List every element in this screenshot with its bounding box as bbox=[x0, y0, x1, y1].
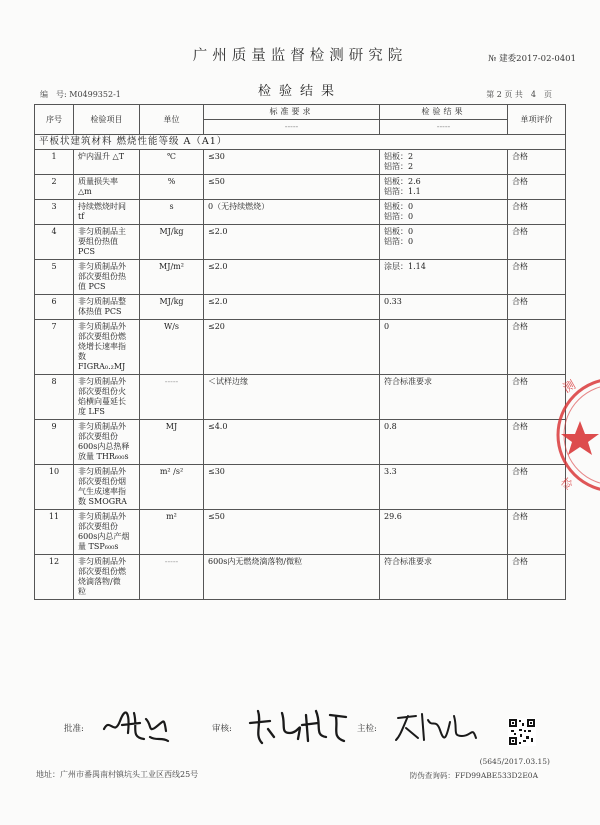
row-result: 铝板：0 铝箔：0 bbox=[380, 225, 508, 260]
row-result: 符合标准要求 bbox=[380, 555, 508, 600]
approver-signature bbox=[100, 707, 172, 745]
row-standard: ≤30 bbox=[204, 150, 380, 175]
row-standard: ≤50 bbox=[204, 175, 380, 200]
inspector-signature bbox=[392, 706, 482, 744]
row-result: 29.6 bbox=[380, 510, 508, 555]
section-row bbox=[35, 135, 566, 150]
row-number: 6 bbox=[35, 295, 74, 320]
row-number: 9 bbox=[35, 420, 74, 465]
svg-text:检: 检 bbox=[558, 475, 575, 493]
page-info: 第 2 页 共 4 页 bbox=[486, 90, 552, 99]
row-item: 非匀质制品整 体热值 PCS bbox=[74, 295, 140, 320]
row-eval: 合格 bbox=[508, 465, 566, 510]
address: 地址：广州市番禺南村镇坑头工业区西线25号 bbox=[36, 770, 199, 779]
row-unit: ----- bbox=[140, 375, 204, 420]
row-item: 非匀质制品外 部次要组份 600s内总热释 放量 THR₆₀₀s bbox=[74, 420, 140, 465]
table-row bbox=[35, 555, 566, 600]
row-unit: m² /s² bbox=[140, 465, 204, 510]
table-row bbox=[35, 225, 566, 260]
col-header-result: 检验结果 bbox=[380, 105, 508, 120]
row-unit: MJ/m² bbox=[140, 260, 204, 295]
row-unit: W/s bbox=[140, 320, 204, 375]
row-standard: ≤4.0 bbox=[204, 420, 380, 465]
row-unit: MJ/kg bbox=[140, 225, 204, 260]
row-unit: s bbox=[140, 200, 204, 225]
verification-code: 防伪查询码：FFD99ABE533D2E0A bbox=[409, 771, 538, 780]
col-header-no: 序号 bbox=[35, 105, 74, 135]
reviewer-signature bbox=[244, 703, 354, 749]
row-standard: ≤2.0 bbox=[204, 225, 380, 260]
row-result: 铝板：2.6 铝箔：1.1 bbox=[380, 175, 508, 200]
col-header-item: 检验项目 bbox=[74, 105, 140, 135]
serial-label: 编 号: bbox=[40, 90, 67, 99]
svg-text:测: 测 bbox=[560, 377, 578, 396]
row-result: 符合标准要求 bbox=[380, 375, 508, 420]
row-number: 2 bbox=[35, 175, 74, 200]
row-standard: ＜试样边缘 bbox=[204, 375, 380, 420]
row-result: 3.3 bbox=[380, 465, 508, 510]
row-eval: 合格 bbox=[508, 225, 566, 260]
table-row bbox=[35, 260, 566, 295]
row-result: 铝板：0 铝箔：0 bbox=[380, 200, 508, 225]
row-eval: 合格 bbox=[508, 555, 566, 600]
approve-label: 批准: bbox=[64, 724, 84, 734]
row-number: 10 bbox=[35, 465, 74, 510]
table-row bbox=[35, 465, 566, 510]
row-item: 炉内温升 △T bbox=[74, 150, 140, 175]
row-number: 7 bbox=[35, 320, 74, 375]
review-label: 审核: bbox=[212, 724, 232, 734]
row-standard: ≤20 bbox=[204, 320, 380, 375]
row-eval: 合格 bbox=[508, 420, 566, 465]
row-number: 3 bbox=[35, 200, 74, 225]
serial-number bbox=[40, 89, 121, 100]
row-eval: 合格 bbox=[508, 150, 566, 175]
row-standard: 600s内无燃烧滴落物/微粒 bbox=[204, 555, 380, 600]
col-header-standard: 标准要求 bbox=[204, 105, 380, 120]
row-standard: ≤50 bbox=[204, 510, 380, 555]
col-header-eval: 单项评价 bbox=[508, 105, 566, 135]
row-eval: 合格 bbox=[508, 375, 566, 420]
row-item: 非匀质制品外 部次要组份火 焰横向蔓延长 度 LFS bbox=[74, 375, 140, 420]
row-eval: 合格 bbox=[508, 320, 566, 375]
official-stamp bbox=[552, 355, 600, 515]
row-standard: 0（无持续燃烧） bbox=[204, 200, 380, 225]
qr-code bbox=[508, 718, 536, 746]
row-result: 铝板：2 铝箔：2 bbox=[380, 150, 508, 175]
row-result: 0.33 bbox=[380, 295, 508, 320]
result-subheader: ----- bbox=[380, 120, 508, 135]
row-item: 非匀质制品主 要组份热值 PCS bbox=[74, 225, 140, 260]
row-standard: ≤2.0 bbox=[204, 260, 380, 295]
row-eval: 合格 bbox=[508, 295, 566, 320]
row-number: 11 bbox=[35, 510, 74, 555]
row-number: 5 bbox=[35, 260, 74, 295]
report-title: 检验结果 bbox=[257, 84, 342, 99]
row-unit: MJ/kg bbox=[140, 295, 204, 320]
row-unit: m² bbox=[140, 510, 204, 555]
inspect-label: 主检: bbox=[357, 724, 377, 734]
row-unit: ℃ bbox=[140, 150, 204, 175]
row-standard: ≤2.0 bbox=[204, 295, 380, 320]
row-eval: 合格 bbox=[508, 200, 566, 225]
row-item: 非匀质制品外 部次要组份燃 烧滴落物/微 粒 bbox=[74, 555, 140, 600]
row-result: 涂层：1.14 bbox=[380, 260, 508, 295]
table-row bbox=[35, 175, 566, 200]
row-item: 非匀质制品外 部次要组份燃 烧增长速率指 数 FIGRA₀.₂MJ bbox=[74, 320, 140, 375]
row-eval: 合格 bbox=[508, 175, 566, 200]
organization-title: 广州质量监督检测研究院 bbox=[192, 48, 408, 64]
col-header-unit: 单位 bbox=[140, 105, 204, 135]
row-number: 1 bbox=[35, 150, 74, 175]
row-eval: 合格 bbox=[508, 510, 566, 555]
table-header-row bbox=[35, 105, 566, 120]
row-number: 12 bbox=[35, 555, 74, 600]
row-unit: % bbox=[140, 175, 204, 200]
row-item: 持续燃烧时间 tf bbox=[74, 200, 140, 225]
results-table bbox=[34, 104, 566, 600]
section-title: 平板状建筑材料 燃烧性能等级 A（A1） bbox=[35, 135, 566, 150]
document-number: № 建委2017-02-0401 bbox=[488, 54, 576, 64]
row-result: 0.8 bbox=[380, 420, 508, 465]
serial-value: M0499352-1 bbox=[69, 90, 121, 99]
row-item: 质量损失率 △m bbox=[74, 175, 140, 200]
table-row bbox=[35, 295, 566, 320]
row-unit: MJ bbox=[140, 420, 204, 465]
row-eval: 合格 bbox=[508, 260, 566, 295]
row-number: 4 bbox=[35, 225, 74, 260]
table-row bbox=[35, 150, 566, 175]
row-item: 非匀质制品外 部次要组份热 值 PCS bbox=[74, 260, 140, 295]
form-version: (5645/2017.03.15) bbox=[479, 757, 550, 766]
row-standard: ≤30 bbox=[204, 465, 380, 510]
row-number: 8 bbox=[35, 375, 74, 420]
row-item: 非匀质制品外 部次要组份烟 气生成速率指 数 SMOGRA bbox=[74, 465, 140, 510]
table-row bbox=[35, 510, 566, 555]
table-row bbox=[35, 320, 566, 375]
table-row bbox=[35, 375, 566, 420]
row-result: 0 bbox=[380, 320, 508, 375]
row-item: 非匀质制品外 部次要组份 600s内总产烟 量 TSP₆₀₀s bbox=[74, 510, 140, 555]
table-row bbox=[35, 420, 566, 465]
row-unit: ----- bbox=[140, 555, 204, 600]
table-row bbox=[35, 200, 566, 225]
standard-subheader: ----- bbox=[204, 120, 380, 135]
